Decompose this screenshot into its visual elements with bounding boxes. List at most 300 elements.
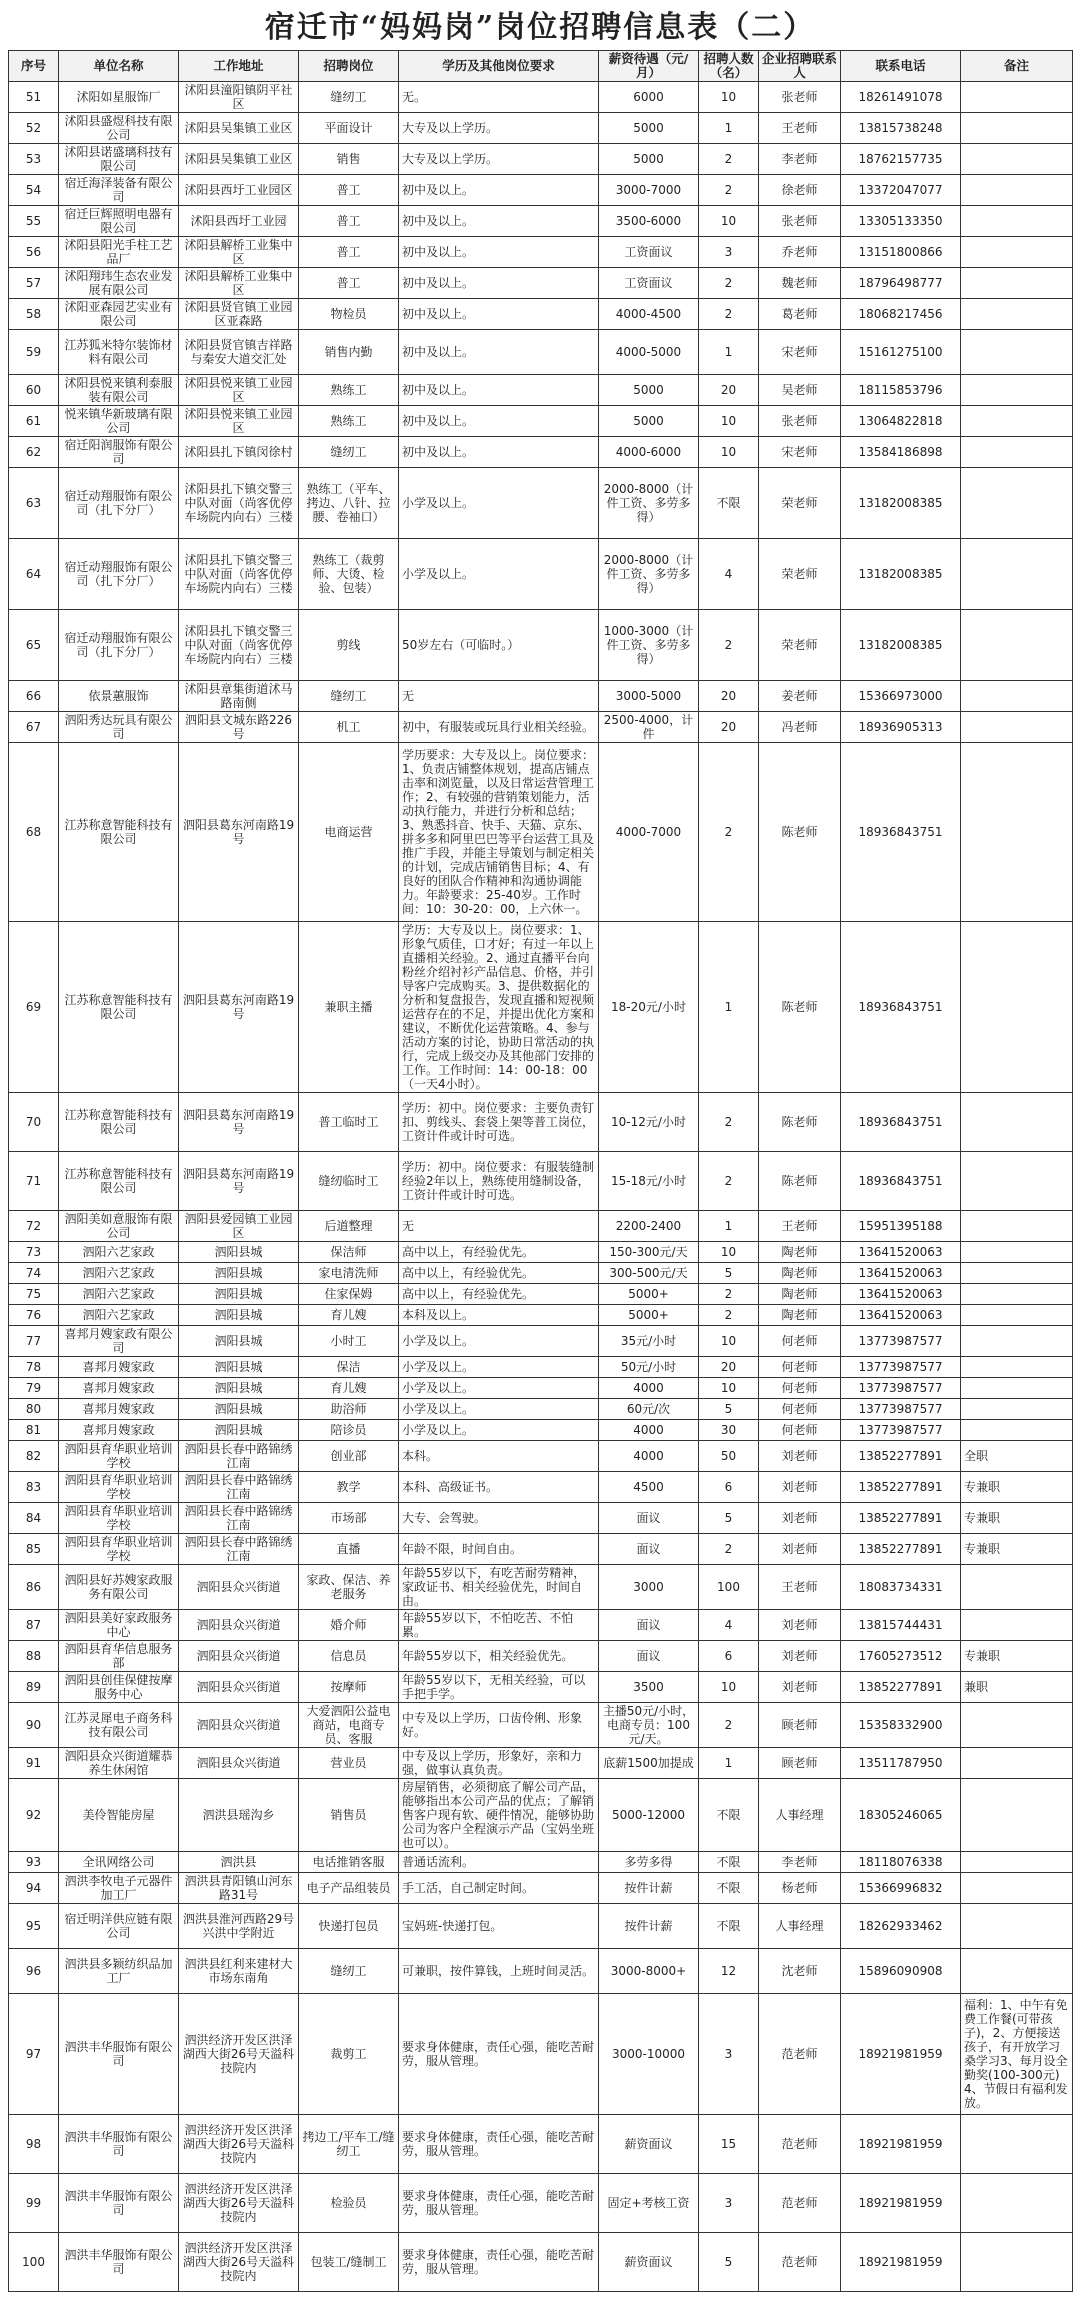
hiring-count: 20: [699, 712, 759, 743]
job-requirements: 大专及以上学历。: [399, 144, 599, 175]
contact-person: 何老师: [759, 1357, 841, 1378]
contact-phone: 18936843751: [841, 922, 961, 1093]
company-name: 泗洪李牧电子元器件加工厂: [59, 1873, 179, 1904]
work-address: 泗洪经济开发区洪泽湖西大街26号天溢科技院内: [179, 2233, 299, 2292]
job-requirements: 50岁左右（可临时。）: [399, 610, 599, 681]
remarks: [961, 1211, 1073, 1242]
contact-person: 陈老师: [759, 922, 841, 1093]
job-requirements: 要求身体健康，责任心强，能吃苦耐劳，服从管理。: [399, 1994, 599, 2115]
contact-phone: 13773987577: [841, 1326, 961, 1357]
table-row: [9, 1357, 1073, 1378]
remarks: [961, 1904, 1073, 1949]
salary: 多劳多得: [599, 1852, 699, 1873]
remarks: [961, 299, 1073, 330]
contact-phone: 13151800866: [841, 237, 961, 268]
job-post: 助浴师: [299, 1399, 399, 1420]
contact-person: 乔老师: [759, 237, 841, 268]
salary: 5000-12000: [599, 1779, 699, 1852]
salary: 35元/小时: [599, 1326, 699, 1357]
job-post: 快递打包员: [299, 1904, 399, 1949]
table-row: [9, 681, 1073, 712]
remarks: 专兼职: [961, 1472, 1073, 1503]
salary: 5000+: [599, 1305, 699, 1326]
contact-phone: 18262933462: [841, 1904, 961, 1949]
hiring-count: 6: [699, 1641, 759, 1672]
row-number: 61: [9, 406, 59, 437]
contact-phone: 13815738248: [841, 113, 961, 144]
salary: 150-300元/天: [599, 1242, 699, 1263]
contact-person: 何老师: [759, 1399, 841, 1420]
job-post: 大爱泗阳公益电商站，电商专员、客服: [299, 1703, 399, 1748]
contact-person: 王老师: [759, 113, 841, 144]
work-address: 沭阳县悦来镇工业园区: [179, 406, 299, 437]
company-name: 泗洪丰华服饰有限公司: [59, 2115, 179, 2174]
job-requirements: 中专及以上学历，形象好，亲和力强，做事认真负责。: [399, 1748, 599, 1779]
work-address: 泗阳县众兴街道: [179, 1610, 299, 1641]
row-number: 59: [9, 330, 59, 375]
row-number: 80: [9, 1399, 59, 1420]
contact-person: 魏老师: [759, 268, 841, 299]
salary: 4000-5000: [599, 330, 699, 375]
col-header-no: 序号: [9, 51, 59, 82]
remarks: [961, 237, 1073, 268]
remarks: [961, 406, 1073, 437]
hiring-count: 1: [699, 1748, 759, 1779]
job-requirements: 初中及以上。: [399, 299, 599, 330]
remarks: 专兼职: [961, 1641, 1073, 1672]
company-name: 喜邦月嫂家政有限公司: [59, 1326, 179, 1357]
hiring-count: 2: [699, 268, 759, 299]
table-row: [9, 468, 1073, 539]
contact-person: 陈老师: [759, 1093, 841, 1152]
salary: 底薪1500加提成: [599, 1748, 699, 1779]
contact-phone: 15161275100: [841, 330, 961, 375]
table-row: [9, 1263, 1073, 1284]
remarks: [961, 113, 1073, 144]
job-post: 电商运营: [299, 743, 399, 922]
contact-person: 张老师: [759, 206, 841, 237]
row-number: 62: [9, 437, 59, 468]
job-requirements: 要求身体健康，责任心强，能吃苦耐劳，服从管理。: [399, 2233, 599, 2292]
company-name: 泗洪丰华服饰有限公司: [59, 2233, 179, 2292]
company-name: 泗阳六艺家政: [59, 1284, 179, 1305]
company-name: 宿迁明洋供应链有限公司: [59, 1904, 179, 1949]
work-address: 泗阳县爱园镇工业园区: [179, 1211, 299, 1242]
job-post: 普工: [299, 268, 399, 299]
contact-person: 陈老师: [759, 743, 841, 922]
job-post: 销售: [299, 144, 399, 175]
job-requirements: 大专、会驾驶。: [399, 1503, 599, 1534]
contact-person: 刘老师: [759, 1641, 841, 1672]
company-name: 泗阳县育华职业培训学校: [59, 1534, 179, 1565]
salary: 300-500元/天: [599, 1263, 699, 1284]
contact-phone: 18261491078: [841, 82, 961, 113]
contact-phone: 18115853796: [841, 375, 961, 406]
salary: 面议: [599, 1534, 699, 1565]
table-row: [9, 1672, 1073, 1703]
work-address: 沭阳县潼阳镇阴平社区: [179, 82, 299, 113]
remarks: [961, 1378, 1073, 1399]
salary: 面议: [599, 1503, 699, 1534]
job-post: 保洁: [299, 1357, 399, 1378]
row-number: 69: [9, 922, 59, 1093]
job-requirements: 年龄55岁以下，有吃苦耐劳精神，家政证书、相关经验优先，时间自由。: [399, 1565, 599, 1610]
contact-phone: 15366996832: [841, 1873, 961, 1904]
salary: 工资面议: [599, 237, 699, 268]
hiring-count: 10: [699, 206, 759, 237]
company-name: 泗洪县多颖纺织品加工厂: [59, 1949, 179, 1994]
remarks: [961, 1284, 1073, 1305]
contact-phone: 18921981959: [841, 2233, 961, 2292]
job-post: 普工: [299, 237, 399, 268]
contact-person: 刘老师: [759, 1472, 841, 1503]
contact-phone: 13773987577: [841, 1399, 961, 1420]
job-post: 信息员: [299, 1641, 399, 1672]
contact-person: 张老师: [759, 406, 841, 437]
company-name: 喜邦月嫂家政: [59, 1357, 179, 1378]
contact-phone: 18118076338: [841, 1852, 961, 1873]
row-number: 98: [9, 2115, 59, 2174]
work-address: 泗洪县青阳镇山河东路31号: [179, 1873, 299, 1904]
work-address: 泗阳县城: [179, 1357, 299, 1378]
salary: 3500-6000: [599, 206, 699, 237]
row-number: 60: [9, 375, 59, 406]
company-name: 江苏称意智能科技有限公司: [59, 743, 179, 922]
contact-person: 吴老师: [759, 375, 841, 406]
company-name: 沭阳县诺盛璃科技有限公司: [59, 144, 179, 175]
table-row: [9, 1748, 1073, 1779]
table-row: [9, 1399, 1073, 1420]
contact-phone: 13064822818: [841, 406, 961, 437]
row-number: 57: [9, 268, 59, 299]
work-address: 泗阳县城: [179, 1399, 299, 1420]
job-post: 缝纫工: [299, 1949, 399, 1994]
hiring-count: 不限: [699, 1779, 759, 1852]
salary: 4000: [599, 1378, 699, 1399]
contact-person: 刘老师: [759, 1610, 841, 1641]
job-post: 普工: [299, 175, 399, 206]
contact-phone: 13511787950: [841, 1748, 961, 1779]
table-row: [9, 1503, 1073, 1534]
col-header-post: 招聘岗位: [299, 51, 399, 82]
hiring-count: 10: [699, 1378, 759, 1399]
contact-person: 范老师: [759, 2174, 841, 2233]
salary: 18-20元/小时: [599, 922, 699, 1093]
col-header-note: 备注: [961, 51, 1073, 82]
hiring-count: 12: [699, 1949, 759, 1994]
contact-phone: 17605273512: [841, 1641, 961, 1672]
company-name: 喜邦月嫂家政: [59, 1399, 179, 1420]
hiring-count: 2: [699, 1703, 759, 1748]
company-name: 依景蕙服饰: [59, 681, 179, 712]
table-row: [9, 1873, 1073, 1904]
table-row: [9, 1378, 1073, 1399]
company-name: 沭阳翔玮生态农业发展有限公司: [59, 268, 179, 299]
row-number: 51: [9, 82, 59, 113]
hiring-count: 5: [699, 1399, 759, 1420]
company-name: 沭阳县阳光手柱工艺品厂: [59, 237, 179, 268]
job-requirements: 初中及以上。: [399, 437, 599, 468]
contact-person: 葛老师: [759, 299, 841, 330]
job-requirements: 高中以上，有经验优先。: [399, 1284, 599, 1305]
hiring-count: 15: [699, 2115, 759, 2174]
remarks: [961, 1873, 1073, 1904]
row-number: 77: [9, 1326, 59, 1357]
contact-person: 宋老师: [759, 437, 841, 468]
salary: 主播50元/小时，电商专员：100元/天。: [599, 1703, 699, 1748]
job-post: 裁剪工: [299, 1994, 399, 2115]
contact-person: 刘老师: [759, 1441, 841, 1472]
row-number: 75: [9, 1284, 59, 1305]
job-requirements: 年龄不限，时间自由。: [399, 1534, 599, 1565]
remarks: [961, 539, 1073, 610]
row-number: 63: [9, 468, 59, 539]
table-row: [9, 1994, 1073, 2115]
hiring-count: 4: [699, 1610, 759, 1641]
company-name: 泗阳六艺家政: [59, 1305, 179, 1326]
table-row: [9, 1093, 1073, 1152]
job-requirements: 年龄55岁以下，相关经验优先。: [399, 1641, 599, 1672]
job-requirements: 初中及以上。: [399, 330, 599, 375]
contact-phone: 13641520063: [841, 1284, 961, 1305]
work-address: 泗阳县众兴街道: [179, 1565, 299, 1610]
job-post: 育儿嫂: [299, 1378, 399, 1399]
work-address: 泗阳县众兴街道: [179, 1748, 299, 1779]
work-address: 泗阳县长春中路锦绣江南: [179, 1503, 299, 1534]
hiring-count: 2: [699, 144, 759, 175]
salary: 15-18元/小时: [599, 1152, 699, 1211]
company-name: 江苏称意智能科技有限公司: [59, 1152, 179, 1211]
job-post: 熟练工: [299, 375, 399, 406]
table-row: [9, 1565, 1073, 1610]
company-name: 宿迁动翔服饰有限公司（扎下分厂）: [59, 539, 179, 610]
contact-phone: 13773987577: [841, 1357, 961, 1378]
job-requirements: 高中以上，有经验优先。: [399, 1242, 599, 1263]
hiring-count: 5: [699, 2233, 759, 2292]
contact-phone: 18936843751: [841, 1152, 961, 1211]
remarks: [961, 1326, 1073, 1357]
contact-person: 张老师: [759, 82, 841, 113]
row-number: 95: [9, 1904, 59, 1949]
contact-person: 刘老师: [759, 1534, 841, 1565]
contact-phone: 15896090908: [841, 1949, 961, 1994]
table-row: [9, 2174, 1073, 2233]
salary: 50元/小时: [599, 1357, 699, 1378]
contact-phone: 13641520063: [841, 1305, 961, 1326]
contact-phone: 15366973000: [841, 681, 961, 712]
table-body: [9, 82, 1073, 2292]
row-number: 74: [9, 1263, 59, 1284]
contact-phone: 13584186898: [841, 437, 961, 468]
contact-person: 范老师: [759, 2115, 841, 2174]
salary: 6000: [599, 82, 699, 113]
job-requirements: 学历要求：大专及以上。岗位要求：1、负责店铺整体规划，提高店铺点击率和浏览量，以及日常运营管理工作；2、有较强的营销策划能力，活动执行能力，并进行分析和总结；3、熟悉抖音、快手、天猫、京东、拼多多和阿里巴巴等平台运营工具及推广手段，并能主导策划与制定相关的计划，完成店铺销售目标；4、有良好的团队合作精神和沟通协调能力。年龄要求：25-40岁。工作时间：10：30-20：00，上六休一。: [399, 743, 599, 922]
table-header-row: [9, 51, 1073, 82]
company-name: 泗洪丰华服饰有限公司: [59, 2174, 179, 2233]
contact-phone: 18762157735: [841, 144, 961, 175]
job-requirements: 普通话流利。: [399, 1852, 599, 1873]
job-requirements: 年龄55岁以下，无相关经验，可以手把手学。: [399, 1672, 599, 1703]
work-address: 泗阳县城: [179, 1420, 299, 1441]
work-address: 泗洪县瑶沟乡: [179, 1779, 299, 1852]
remarks: [961, 1399, 1073, 1420]
job-requirements: 初中及以上。: [399, 175, 599, 206]
remarks: [961, 1779, 1073, 1852]
company-name: 沭阳县盛煜科技有限公司: [59, 113, 179, 144]
row-number: 72: [9, 1211, 59, 1242]
job-post: 销售内勤: [299, 330, 399, 375]
remarks: [961, 922, 1073, 1093]
remarks: [961, 1748, 1073, 1779]
table-row: [9, 437, 1073, 468]
job-post: 电子产品组装员: [299, 1873, 399, 1904]
col-header-address: 工作地址: [179, 51, 299, 82]
company-name: 宿迁动翔服饰有限公司（扎下分厂）: [59, 610, 179, 681]
hiring-count: 3: [699, 1994, 759, 2115]
table-row: [9, 1441, 1073, 1472]
work-address: 泗洪县: [179, 1852, 299, 1873]
job-requirements: 无: [399, 681, 599, 712]
hiring-count: 3: [699, 237, 759, 268]
company-name: 泗阳秀达玩具有限公司: [59, 712, 179, 743]
remarks: [961, 2115, 1073, 2174]
contact-phone: 13182008385: [841, 468, 961, 539]
remarks: [961, 681, 1073, 712]
job-requirements: 中专及以上学历，口齿伶俐、形象好。: [399, 1703, 599, 1748]
hiring-count: 20: [699, 1357, 759, 1378]
remarks: [961, 743, 1073, 922]
job-requirements: 学历：大专及以上。岗位要求：1、形象气质佳，口才好；有过一年以上直播相关经验。2、通过直播平台向粉丝介绍衬衫产品信息、价格，并引导客户完成购买。3、提供数据化的分析和复盘报告，发现直播和短视频运营存在的不足，并提出优化方案和建议，不断优化运营策略。4、参与活动方案的讨论，协助日常活动的执行，完成上级交办及其他部门安排的工作。工作时间：14：00-18：00（一天4小时）。: [399, 922, 599, 1093]
job-requirements: 本科。: [399, 1441, 599, 1472]
remarks: 全职: [961, 1441, 1073, 1472]
row-number: 52: [9, 113, 59, 144]
company-name: 喜邦月嫂家政: [59, 1378, 179, 1399]
job-requirements: 本科及以上。: [399, 1305, 599, 1326]
hiring-count: 1: [699, 922, 759, 1093]
company-name: 美伶智能房屋: [59, 1779, 179, 1852]
remarks: 兼职: [961, 1672, 1073, 1703]
contact-person: 王老师: [759, 1211, 841, 1242]
contact-person: 冯老师: [759, 712, 841, 743]
job-requirements: 小学及以上。: [399, 1357, 599, 1378]
hiring-count: 2: [699, 610, 759, 681]
hiring-count: 6: [699, 1472, 759, 1503]
contact-person: 何老师: [759, 1326, 841, 1357]
remarks: [961, 1152, 1073, 1211]
contact-phone: 13852277891: [841, 1472, 961, 1503]
contact-person: 荣老师: [759, 539, 841, 610]
work-address: 泗阳县长春中路锦绣江南: [179, 1534, 299, 1565]
job-table: [8, 50, 1073, 2292]
row-number: 94: [9, 1873, 59, 1904]
row-number: 71: [9, 1152, 59, 1211]
job-post: 普工: [299, 206, 399, 237]
table-row: [9, 1534, 1073, 1565]
row-number: 87: [9, 1610, 59, 1641]
contact-person: 刘老师: [759, 1672, 841, 1703]
work-address: 泗洪县红利来建材大市场东南角: [179, 1949, 299, 1994]
work-address: 泗洪经济开发区洪泽湖西大街26号天溢科技院内: [179, 2174, 299, 2233]
table-row: [9, 1852, 1073, 1873]
row-number: 68: [9, 743, 59, 922]
row-number: 70: [9, 1093, 59, 1152]
row-number: 83: [9, 1472, 59, 1503]
contact-person: 范老师: [759, 2233, 841, 2292]
table-row: [9, 1284, 1073, 1305]
work-address: 沭阳县西圩工业园: [179, 206, 299, 237]
job-requirements: 小学及以上。: [399, 468, 599, 539]
row-number: 97: [9, 1994, 59, 2115]
contact-person: 宋老师: [759, 330, 841, 375]
salary: 按件计薪: [599, 1904, 699, 1949]
company-name: 泗阳县育华信息服务部: [59, 1641, 179, 1672]
contact-phone: 18083734331: [841, 1565, 961, 1610]
job-post: 缝纫工: [299, 681, 399, 712]
job-requirements: 初中及以上。: [399, 268, 599, 299]
contact-phone: 13852277891: [841, 1672, 961, 1703]
job-requirements: 要求身体健康，责任心强，能吃苦耐劳，服从管理。: [399, 2174, 599, 2233]
contact-person: 陶老师: [759, 1242, 841, 1263]
job-post: 后道整理: [299, 1211, 399, 1242]
company-name: 泗阳六艺家政: [59, 1242, 179, 1263]
job-post: 直播: [299, 1534, 399, 1565]
job-post: 熟练工（裁剪师、大烫、检验、包装）: [299, 539, 399, 610]
job-post: 婚介师: [299, 1610, 399, 1641]
job-post: 剪线: [299, 610, 399, 681]
work-address: 沭阳县扎下镇闵徐村: [179, 437, 299, 468]
job-post: 家电清洗师: [299, 1263, 399, 1284]
remarks: [961, 375, 1073, 406]
hiring-count: 20: [699, 681, 759, 712]
remarks: [961, 1420, 1073, 1441]
remarks: [961, 1565, 1073, 1610]
contact-person: 陶老师: [759, 1305, 841, 1326]
contact-phone: 18936843751: [841, 743, 961, 922]
col-header-phone: 联系电话: [841, 51, 961, 82]
contact-phone: 13641520063: [841, 1242, 961, 1263]
job-requirements: 本科、高级证书。: [399, 1472, 599, 1503]
contact-person: 陶老师: [759, 1284, 841, 1305]
table-row: [9, 1472, 1073, 1503]
contact-phone: 18936905313: [841, 712, 961, 743]
row-number: 66: [9, 681, 59, 712]
work-address: 沭阳县吴集镇工业区: [179, 144, 299, 175]
job-requirements: 初中及以上。: [399, 375, 599, 406]
company-name: 泗洪丰华服饰有限公司: [59, 1994, 179, 2115]
contact-phone: 13852277891: [841, 1441, 961, 1472]
table-row: [9, 299, 1073, 330]
company-name: 江苏狐米特尔装饰材料有限公司: [59, 330, 179, 375]
contact-person: 人事经理: [759, 1779, 841, 1852]
job-requirements: 手工活，自己制定时间。: [399, 1873, 599, 1904]
hiring-count: 5: [699, 1503, 759, 1534]
contact-phone: 13815744431: [841, 1610, 961, 1641]
contact-person: 徐老师: [759, 175, 841, 206]
salary: 2500-4000，计件: [599, 712, 699, 743]
table-row: [9, 206, 1073, 237]
job-post: 缝纫临时工: [299, 1152, 399, 1211]
table-row: [9, 1305, 1073, 1326]
salary: 3000: [599, 1565, 699, 1610]
contact-phone: 13305133350: [841, 206, 961, 237]
row-number: 92: [9, 1779, 59, 1852]
work-address: 泗阳县城: [179, 1326, 299, 1357]
contact-person: 李老师: [759, 1852, 841, 1873]
job-requirements: 小学及以上。: [399, 1399, 599, 1420]
contact-person: 陈老师: [759, 1152, 841, 1211]
job-post: 平面设计: [299, 113, 399, 144]
salary: 5000: [599, 375, 699, 406]
